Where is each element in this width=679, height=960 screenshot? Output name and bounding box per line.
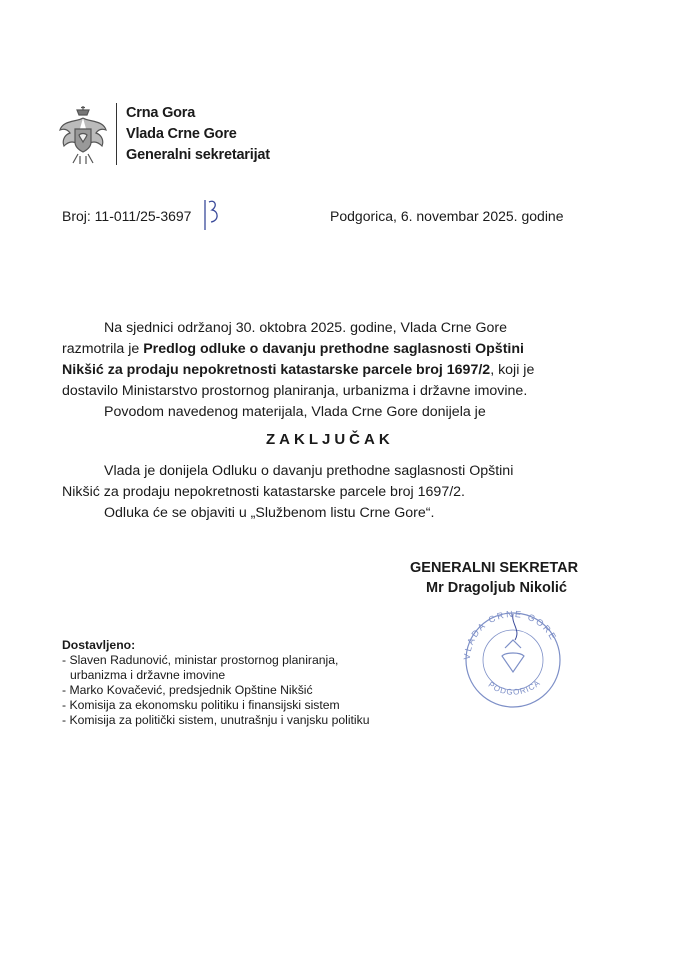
body-line-2 (62, 339, 524, 360)
signatory-name: Mr Dragoljub Nikolić (426, 580, 567, 596)
distribution-item: - Marko Kovačević, predsjednik Opštine Nikšić (62, 683, 313, 697)
decision-title: ZAKLJUČAK (266, 431, 394, 448)
official-stamp (454, 604, 572, 708)
header-divider (116, 103, 117, 165)
proposal-title-part-2: Nikšić za prodaju nepokretnosti katastarske parcele broj 1697/2 (62, 362, 491, 378)
body-line-1: Na sjednici održanoj 30. oktobra 2025. godine, Vlada Crne Gore (104, 320, 508, 336)
decision-line-3: Odluka će se objaviti u „Službenom listu Crne Gore“. (104, 505, 435, 521)
signatory-role: GENERALNI SEKRETAR (410, 560, 579, 576)
distribution-item: - Slaven Radunović, ministar prostornog planiranja, (62, 653, 339, 667)
body-line-3 (62, 360, 534, 381)
header-secretariat: Generalni sekretarijat (126, 147, 270, 163)
svg-text:PODGORICA (487, 678, 543, 697)
header-government: Vlada Crne Gore (126, 126, 237, 142)
body-line-2-text: razmotrila je (62, 341, 144, 357)
distribution-item: urbanizma i državne imovine (70, 668, 226, 682)
handwritten-mark-icon (202, 196, 220, 236)
stamp-city: PODGORICA (486, 678, 543, 697)
body-line-3-text: , koji je (490, 362, 535, 378)
decision-line-2: Nikšić za prodaju nepokretnosti katastarske parcele broj 1697/2. (62, 484, 465, 500)
distribution-item: - Komisija za politički sistem, unutrašnju i vanjsku politiku (62, 713, 370, 727)
coat-of-arms-icon (58, 104, 108, 166)
stamp-text: VLADA CRNE GORE (461, 608, 560, 661)
place-date: Podgorica, 6. novembar 2025. godine (330, 208, 564, 224)
header-country: Crna Gora (126, 105, 196, 121)
decision-line-1: Vlada je donijela Odluku o davanju prethodne saglasnosti Opštini (104, 463, 514, 479)
body-line-4: dostavilo Ministarstvo prostornog planiranja, urbanizma i državne imovine. (62, 383, 528, 399)
distribution-item: - Komisija za ekonomsku politiku i finansijski sistem (62, 698, 340, 712)
body-line-5: Povodom navedenog materijala, Vlada Crne Gore donijela je (104, 404, 486, 420)
distribution-label: Dostavljeno: (62, 638, 136, 652)
reference-number: Broj: 11-011/25-3697 (62, 208, 192, 224)
proposal-title-part-1: Predlog odluke o davanju prethodne saglasnosti Opštini (143, 341, 524, 357)
